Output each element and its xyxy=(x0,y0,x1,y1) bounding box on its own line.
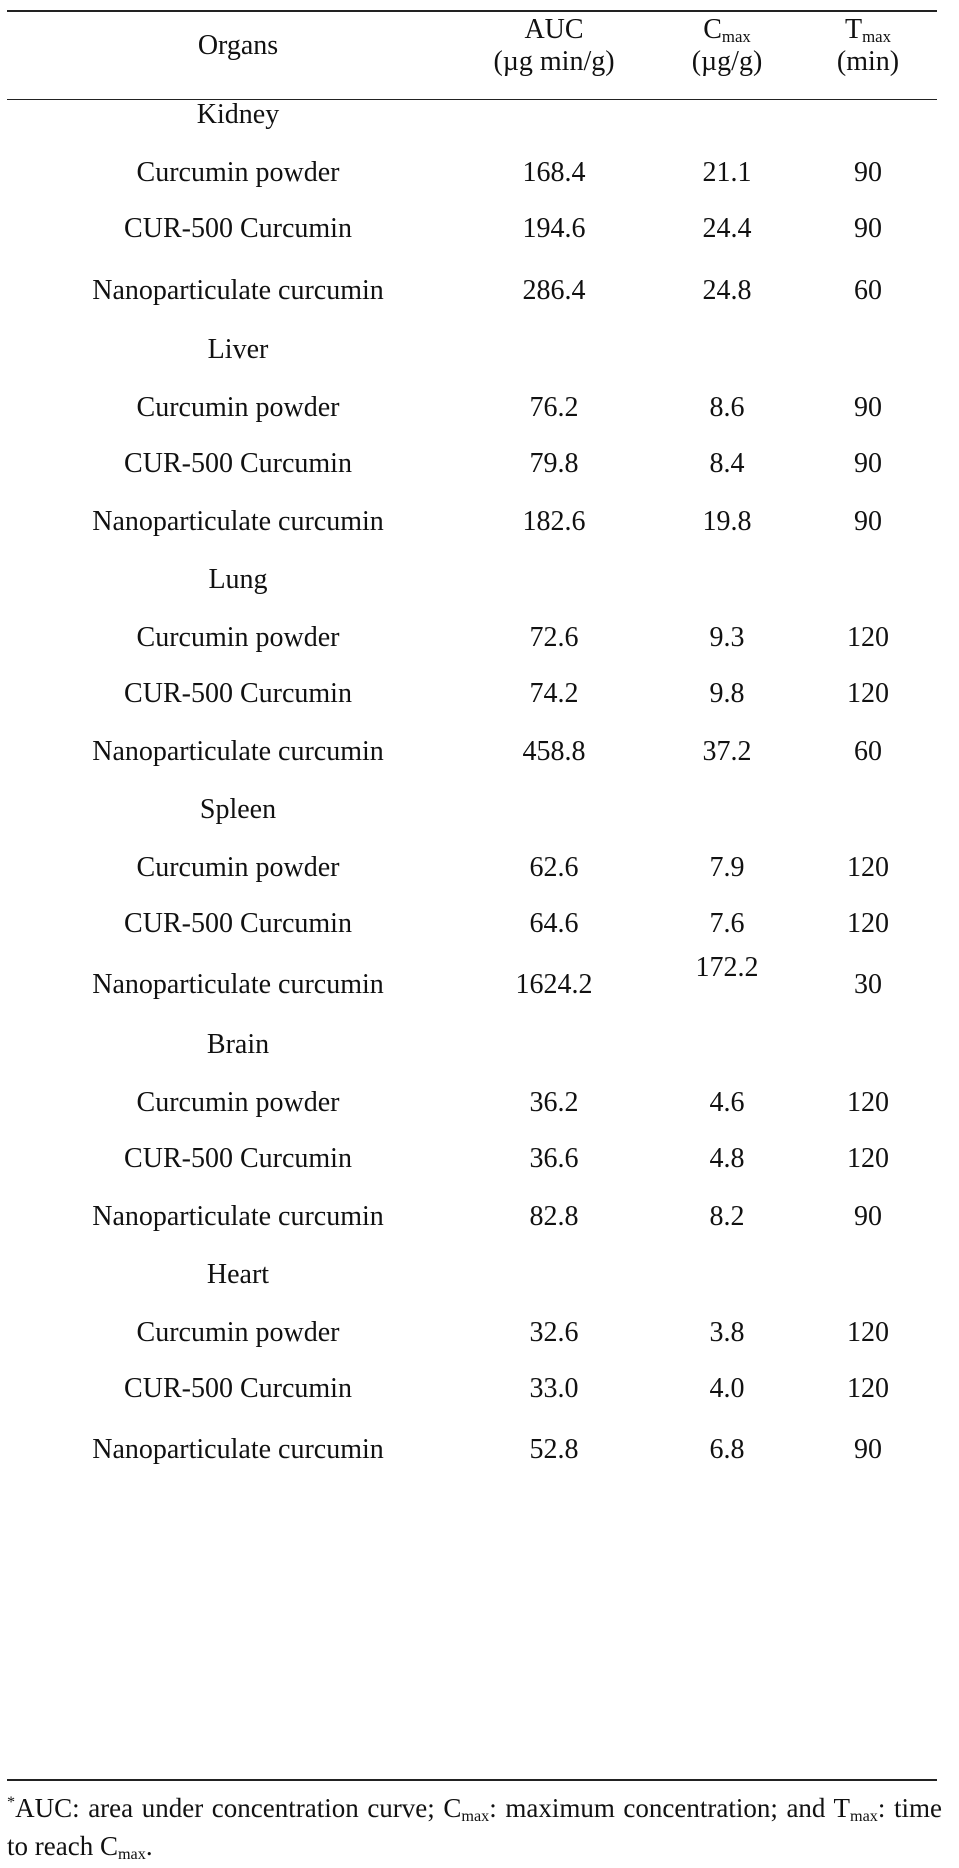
header-tmax xyxy=(837,14,899,78)
header-cmax xyxy=(692,14,763,78)
cmax-value: 19.8 xyxy=(702,506,752,537)
header-auc xyxy=(493,14,614,78)
auc-value: 72.6 xyxy=(529,622,579,653)
table-bottom-rule xyxy=(7,1779,937,1781)
organ-label: Brain xyxy=(206,1029,270,1060)
footnote-marker: * xyxy=(7,1793,16,1811)
header-auc-unit: (µg min/g) xyxy=(493,46,615,77)
table-footnote: *AUC: area under concentration curve; $C_{max}$: maximum concentration; and $T_{max}$: time to reach $C_{max}$. xyxy=(7,1793,942,1864)
auc-value: 74.2 xyxy=(529,678,579,709)
formulation-name: Curcumin powder xyxy=(136,1317,340,1348)
formulation-name: Nanoparticulate curcumin xyxy=(92,969,384,1000)
formulation-name: Nanoparticulate curcumin xyxy=(92,506,384,537)
header-cmax-unit: (µg/g) xyxy=(691,46,763,77)
cmax-value: 8.2 xyxy=(709,1201,745,1232)
table-header-rule xyxy=(7,99,937,100)
auc-value: 33.0 xyxy=(529,1373,579,1404)
tmax-value: 120 xyxy=(847,678,889,709)
auc-value: 36.6 xyxy=(529,1143,579,1174)
header-cmax-name: $C_{max}$ xyxy=(703,14,751,47)
formulation-name: Curcumin powder xyxy=(136,1087,340,1118)
tmax-value: 90 xyxy=(854,1434,882,1465)
cmax-value: 6.8 xyxy=(709,1434,745,1465)
organ-label: Kidney xyxy=(196,99,280,130)
tmax-value: 60 xyxy=(854,275,882,306)
tmax-value: 90 xyxy=(854,448,882,479)
organ-label: Heart xyxy=(206,1259,270,1290)
cmax-value: 7.9 xyxy=(709,852,745,883)
formulation-name: Curcumin powder xyxy=(136,392,340,423)
cmax-value: 172.2 xyxy=(695,952,759,983)
header-tmax-unit: (min) xyxy=(836,46,900,77)
auc-value: 182.6 xyxy=(522,506,586,537)
tmax-value: 120 xyxy=(847,908,889,939)
cmax-value: 24.4 xyxy=(702,213,752,244)
auc-value: 1624.2 xyxy=(515,969,593,1000)
auc-value: 64.6 xyxy=(529,908,579,939)
cmax-value: 37.2 xyxy=(702,736,752,767)
header-auc-name: AUC xyxy=(524,14,584,45)
formulation-name: Nanoparticulate curcumin xyxy=(92,1201,384,1232)
cmax-value: 3.8 xyxy=(709,1317,745,1348)
formulation-name: CUR-500 Curcumin xyxy=(124,213,352,244)
cmax-value: 24.8 xyxy=(702,275,752,306)
cmax-value: 4.6 xyxy=(709,1087,745,1118)
auc-value: 79.8 xyxy=(529,448,579,479)
formulation-name: Curcumin powder xyxy=(136,852,340,883)
auc-value: 62.6 xyxy=(529,852,579,883)
tmax-value: 30 xyxy=(854,969,882,1000)
formulation-name: Nanoparticulate curcumin xyxy=(92,1434,384,1465)
tmax-value: 90 xyxy=(854,392,882,423)
auc-value: 286.4 xyxy=(522,275,586,306)
auc-value: 82.8 xyxy=(529,1201,579,1232)
auc-value: 36.2 xyxy=(529,1087,579,1118)
auc-value: 76.2 xyxy=(529,392,579,423)
auc-value: 168.4 xyxy=(522,157,586,188)
cmax-value: 21.1 xyxy=(702,157,752,188)
tmax-value: 90 xyxy=(854,1201,882,1232)
organ-label: Lung xyxy=(208,564,268,595)
organ-label: Liver xyxy=(207,334,269,365)
formulation-name: Nanoparticulate curcumin xyxy=(92,736,384,767)
tmax-value: 120 xyxy=(847,1317,889,1348)
cmax-value: 9.8 xyxy=(709,678,745,709)
tmax-value: 60 xyxy=(854,736,882,767)
auc-value: 194.6 xyxy=(522,213,586,244)
tmax-value: 90 xyxy=(854,213,882,244)
formulation-name: Curcumin powder xyxy=(136,157,340,188)
cmax-value: 9.3 xyxy=(709,622,745,653)
tmax-value: 120 xyxy=(847,1143,889,1174)
tmax-value: 120 xyxy=(847,852,889,883)
formulation-name: Curcumin powder xyxy=(136,622,340,653)
formulation-name: Nanoparticulate curcumin xyxy=(92,275,384,306)
formulation-name: CUR-500 Curcumin xyxy=(124,678,352,709)
tmax-value: 120 xyxy=(847,622,889,653)
cmax-value: 8.4 xyxy=(709,448,745,479)
formulation-name: CUR-500 Curcumin xyxy=(124,448,352,479)
tmax-value: 120 xyxy=(847,1087,889,1118)
header-organs: Organs xyxy=(197,30,279,61)
cmax-value: 4.0 xyxy=(709,1373,745,1404)
formulation-name: CUR-500 Curcumin xyxy=(124,1373,352,1404)
auc-value: 458.8 xyxy=(522,736,586,767)
auc-value: 32.6 xyxy=(529,1317,579,1348)
cmax-value: 8.6 xyxy=(709,392,745,423)
formulation-name: CUR-500 Curcumin xyxy=(124,908,352,939)
table-top-rule xyxy=(7,10,937,12)
organ-label: Spleen xyxy=(199,794,277,825)
tmax-value: 90 xyxy=(854,506,882,537)
tmax-value: 120 xyxy=(847,1373,889,1404)
cmax-value: 7.6 xyxy=(709,908,745,939)
auc-value: 52.8 xyxy=(529,1434,579,1465)
cmax-value: 4.8 xyxy=(709,1143,745,1174)
header-tmax-name: $T_{max}$ xyxy=(844,14,891,47)
formulation-name: CUR-500 Curcumin xyxy=(124,1143,352,1174)
tmax-value: 90 xyxy=(854,157,882,188)
